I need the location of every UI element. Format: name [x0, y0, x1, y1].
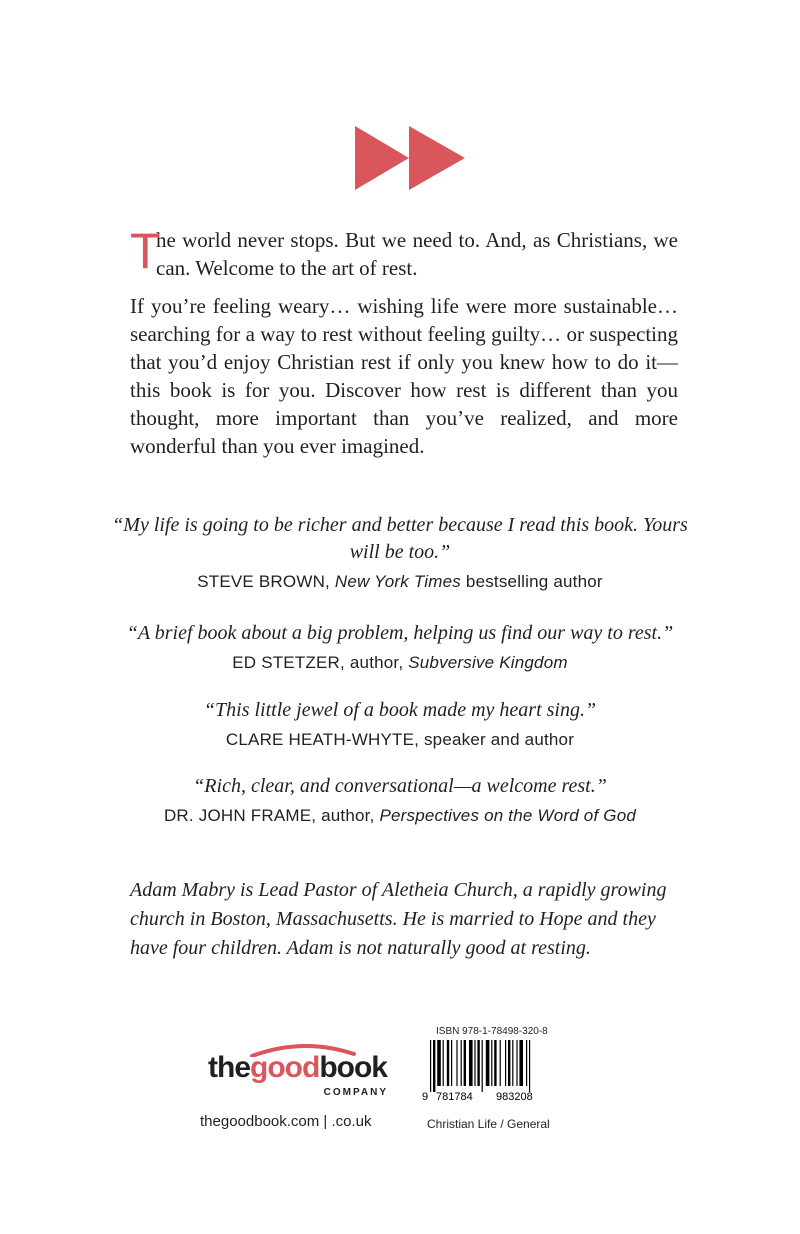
barcode-bar [443, 1040, 444, 1086]
endorsement-3 [110, 697, 690, 752]
barcode-bar [494, 1040, 496, 1086]
logo-book: book [319, 1051, 387, 1084]
endorser-role: , author, [340, 653, 409, 672]
barcode-block [420, 1026, 558, 1102]
barcode-bar [437, 1040, 441, 1086]
logo-company: COMPANY [323, 1087, 388, 1098]
intro-text [130, 223, 678, 460]
endorsement-attribution [110, 651, 690, 675]
endorsement-attribution [110, 728, 690, 752]
endorsement-quote: “This little jewel of a book made my heart sing.” [203, 699, 597, 721]
endorsement-quote: “Rich, clear, and conversational—a welcome rest.” [193, 775, 607, 797]
barcode-bar [516, 1040, 517, 1086]
endorsement-1 [110, 512, 690, 594]
endorsement-4 [110, 773, 690, 828]
barcode-icon [420, 1040, 558, 1102]
fast-forward-icon [355, 126, 465, 190]
endorser-name: STEVE BROWN [197, 572, 326, 591]
barcode-bar [430, 1040, 431, 1092]
barcode-bar [474, 1040, 475, 1086]
barcode-bar [491, 1040, 492, 1086]
barcode-bar [451, 1040, 452, 1086]
endorsement-quote: “A brief book about a big problem, helping us find our way to rest.” [126, 622, 674, 644]
drop-cap: T [130, 223, 161, 279]
barcode-bar [512, 1040, 513, 1086]
endorsement-2 [110, 620, 690, 675]
barcode-digits-left: 781784 [436, 1091, 473, 1102]
intro-paragraph-2: If you’re feeling weary… wishing life were more sustainable… searching for a way to rest without feeling guilty… or suspecting that you’d enjoy Christian rest if only you knew how to do it—this book is for you. Discover how rest is different than you thought, more important than you’ve realized, and more wonderful than you ever imagined. [130, 294, 678, 458]
barcode-bar [477, 1040, 479, 1086]
endorser-work: Subversive Kingdom [408, 653, 568, 672]
author-bio: Adam Mabry is Lead Pastor of Aletheia Church, a rapidly growing church in Boston, Massachusetts. He is married to Hope and they have four children. Adam is not naturally good at resting. [130, 879, 667, 959]
endorser-role: , [325, 572, 335, 591]
endorser-name: ED STETZER [232, 653, 341, 672]
barcode-bar [482, 1040, 483, 1092]
barcode-bar [464, 1040, 466, 1086]
barcode-bar [456, 1040, 457, 1086]
book-category: Christian Life / General [427, 1117, 550, 1131]
endorsement-attribution [110, 804, 690, 828]
barcode-bar [447, 1040, 449, 1086]
endorser-work: Perspectives on the Word of God [379, 806, 637, 825]
logo-the: the [208, 1051, 250, 1084]
barcode-bar [433, 1040, 435, 1092]
logo-wordmark [208, 1051, 387, 1085]
barcode-bar [461, 1040, 462, 1086]
barcode-bar [486, 1040, 490, 1086]
intro-paragraph-1 [130, 223, 678, 282]
intro-paragraph-1-text: he world never stops. But we need to. And, as Christians, we can. Welcome to the art of rest. [156, 228, 678, 280]
endorser-work: New York Times [334, 572, 461, 591]
endorsement-attribution [110, 570, 690, 594]
barcode-digit-first: 9 [422, 1091, 429, 1102]
barcode-bar [526, 1040, 527, 1086]
publisher-logo [208, 1043, 390, 1103]
endorser-role: , speaker and author [414, 730, 575, 749]
barcode-bar [469, 1040, 473, 1086]
endorser-role-suffix: bestselling author [461, 572, 603, 591]
isbn-label: ISBN 978-1-78498-320-8 [436, 1026, 548, 1037]
endorsement-quote: “My life is going to be richer and better because I read this book. Yours will be too.” [112, 514, 688, 563]
endorser-name: DR. JOHN FRAME [163, 806, 312, 825]
logo-good: good [250, 1051, 320, 1084]
barcode-bar [529, 1040, 530, 1092]
publisher-website[interactable]: thegoodbook.com | .co.uk [200, 1113, 372, 1130]
endorser-name: CLARE HEATH-WHYTE [225, 730, 415, 749]
barcode-bar [519, 1040, 523, 1086]
barcode-bar [508, 1040, 510, 1086]
barcode-bar [500, 1040, 501, 1086]
endorser-role: , author, [311, 806, 380, 825]
barcode-digits-right: 983208 [496, 1091, 533, 1102]
barcode-bar [505, 1040, 506, 1086]
